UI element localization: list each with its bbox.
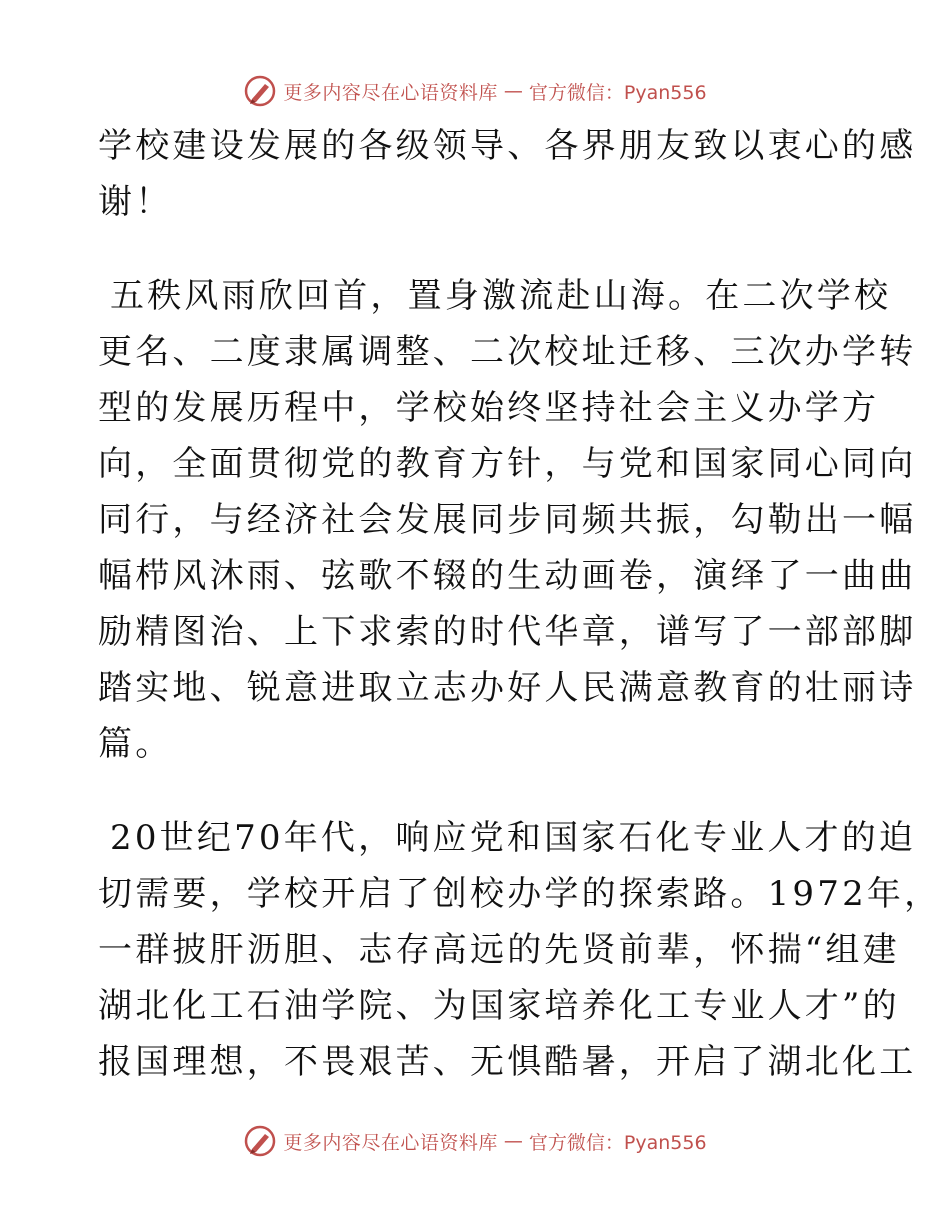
text-line: 篇。 [98,724,173,764]
watermark-dash: — [503,1130,523,1152]
watermark-text: 更多内容尽在心语资料库 [283,81,498,104]
text-line: 切需要，学校开启了创校办学的探索路。1972年， [98,874,942,914]
text-line: 励精图治、上下求索的时代华章，谱写了一部部脚 [98,612,917,652]
text-line: 20世纪70年代，响应党和国家石化专业人才的迫 [110,818,917,858]
watermark-contact: 官方微信：Pyan556 [528,1131,707,1154]
watermark-contact: 官方微信：Pyan556 [528,81,707,104]
paragraph-3 [98,810,942,1090]
text-line: 五秩风雨欣回首，置身激流赴山海。在二次学校 [110,276,892,316]
paragraph-1 [98,118,917,230]
text-line: 向，全面贯彻党的教育方针，与党和国家同心同向 [98,444,917,484]
text-line: 踏实地、锐意进取立志办好人民满意教育的壮丽诗 [98,668,917,708]
text-line: 一群披肝沥胆、志存高远的先贤前辈，怀揣“组建 [98,930,900,970]
text-line: 学校建设发展的各级领导、各界朋友致以衷心的感 [98,126,917,166]
text-line: 同行，与经济社会发展同步同频共振，勾勒出一幅 [98,500,917,540]
text-line: 型的发展历程中，学校始终坚持社会主义办学方 [98,388,880,428]
text-line: 报国理想，不畏艰苦、无惧酷暑，开启了湖北化工 [98,1042,917,1082]
pen-logo-icon [243,1124,277,1158]
watermark-text: 更多内容尽在心语资料库 [283,1131,498,1154]
text-line: 谢！ [98,182,173,222]
pen-logo-icon [243,74,277,108]
header-watermark [0,74,950,108]
watermark-dash: — [503,80,523,102]
paragraph-2 [98,268,917,772]
document-body [98,118,942,1090]
text-line: 湖北化工石油学院、为国家培养化工专业人才”的 [98,986,900,1026]
text-line: 更名、二度隶属调整、二次校址迁移、三次办学转 [98,332,917,372]
footer-watermark [0,1124,950,1158]
text-line: 幅栉风沐雨、弦歌不辍的生动画卷，演绎了一曲曲 [98,556,917,596]
